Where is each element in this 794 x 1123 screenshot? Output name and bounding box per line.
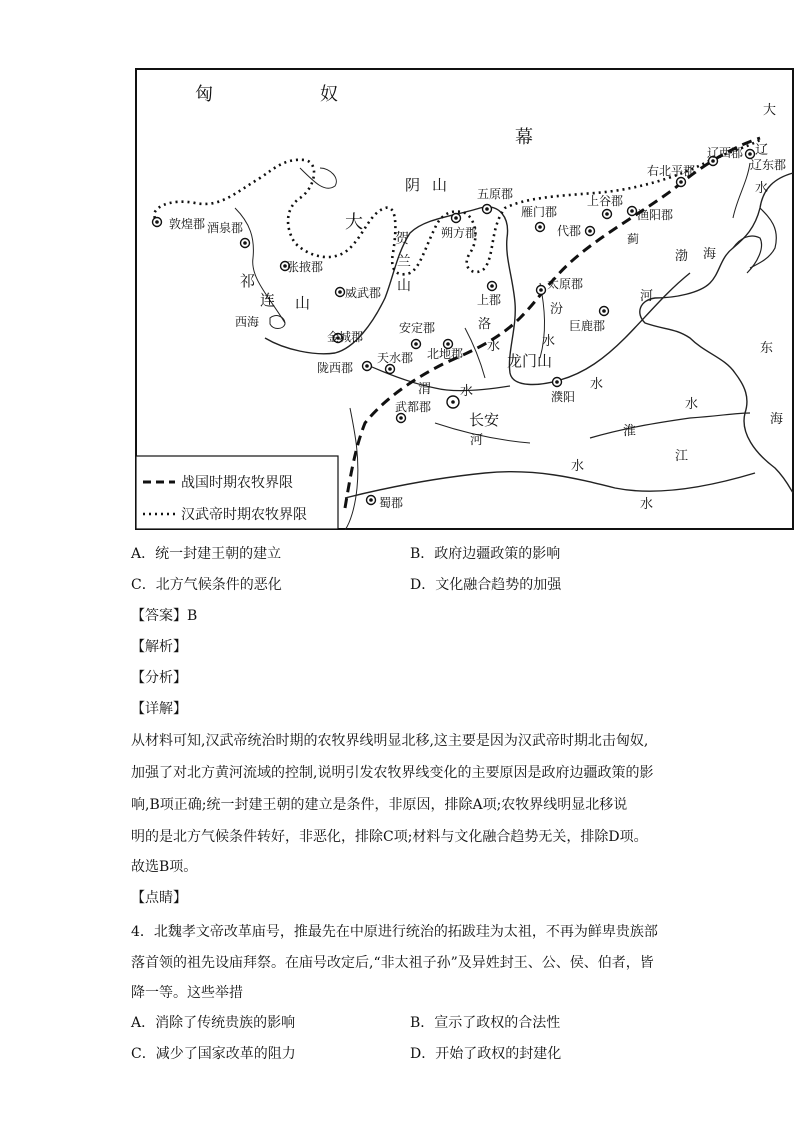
commandery-marker-dot: [605, 212, 609, 216]
label-wei: 渭: [418, 382, 432, 397]
label-da-small: 大: [763, 103, 777, 118]
label-shui-huai: 水: [571, 459, 585, 474]
commandery-label: 陇西郡: [317, 361, 354, 375]
commandery-label: 右北平郡: [647, 164, 696, 178]
commandery-marker-dot: [414, 342, 418, 346]
commandery-label: 五原郡: [477, 187, 514, 201]
q3-option-b[interactable]: B．政府边疆政策的影响: [410, 546, 561, 562]
label-da: 大: [345, 212, 363, 233]
commandery-label: 太原郡: [547, 277, 584, 291]
q4-option-d[interactable]: D．开始了政权的封建化: [410, 1046, 562, 1062]
commandery-label: 金城郡: [327, 330, 364, 344]
commandery-label: 威武郡: [345, 286, 382, 300]
q3-option-c[interactable]: C．北方气候条件的恶化: [131, 577, 282, 593]
commandery-marker-dot: [485, 207, 489, 211]
commandery-marker-dot: [243, 241, 247, 245]
label-donghai-1: 东: [760, 341, 774, 356]
commandery-marker-dot: [588, 229, 592, 233]
label-xiongnu-2: 奴: [320, 84, 338, 105]
commandery-label: 天水郡: [377, 351, 414, 365]
commandery-marker-dot: [490, 284, 494, 288]
historical-map: [135, 68, 794, 530]
label-donghai-2: 海: [770, 412, 784, 427]
label-shui-fen: 水: [542, 334, 556, 349]
label-xihai: 西海: [235, 315, 260, 329]
q3-option-d[interactable]: D．文化融合趋势的加强: [410, 577, 562, 593]
label-qilian-3: 山: [295, 294, 311, 312]
label-bohai-2: 海: [703, 247, 717, 262]
commandery-label: 敦煌郡: [169, 217, 206, 231]
label-xiongnu-1: 匈: [195, 84, 213, 105]
commandery-marker-dot: [679, 180, 683, 184]
commandery-marker-dot: [446, 342, 450, 346]
q3-detail-line: 加强了对北方黄河流域的控制,说明引发农牧界线变化的主要原因是政府边疆政策的影: [131, 765, 654, 781]
commandery-label: 张掖郡: [287, 260, 324, 274]
commandery-label: 武都郡: [395, 400, 432, 414]
commandery-label: 蜀郡: [379, 496, 404, 510]
commandery-marker-dot: [365, 364, 369, 368]
commandery-marker-dot: [539, 288, 543, 292]
label-luo: 洛: [478, 317, 492, 332]
q4-stem-line: 降一等。这些举措: [131, 985, 243, 1001]
q4-stem-line: 落首领的祖先设庙拜祭。在庙号改定后,“非太祖子孙”及异姓封王、公、侯、伯者，皆: [131, 955, 654, 971]
commandery-label: 安定郡: [399, 321, 436, 335]
label-shui-liao: 水: [755, 181, 769, 196]
commandery-marker-dot: [338, 290, 342, 294]
label-qilian-1: 祁: [240, 272, 256, 290]
q3-answer: 【答案】B: [131, 608, 198, 624]
commandery-marker-dot: [388, 367, 392, 371]
q4-stem-line: 4．北魏孝文帝改革庙号，推最先在中原进行统治的拓跋珪为太祖，不再为鲜卑贵族部: [131, 924, 658, 940]
legend-han-wudi: 汉武帝时期农牧界限: [181, 507, 307, 523]
commandery-marker-dot: [369, 498, 373, 502]
label-yinshan-2: 山: [432, 176, 448, 194]
commandery-label: 代郡: [557, 224, 582, 238]
label-fen: 汾: [550, 302, 564, 317]
q3-fenxi-heading: 【分析】: [131, 670, 187, 686]
q3-detail-line: 从材料可知,汉武帝统治时期的农牧界线明显北移,这主要是因为汉武帝时期北击匈奴,: [131, 733, 649, 749]
q4-option-b[interactable]: B．宣示了政权的合法性: [410, 1015, 561, 1031]
label-bohai-1: 渤: [675, 249, 689, 264]
label-liao: 辽: [755, 143, 769, 158]
commandery-label: 北地郡: [427, 347, 464, 361]
q3-detail-line: 故选B项。: [131, 859, 198, 875]
label-shui-2: 水: [685, 397, 699, 412]
q3-detail-line: 明的是北方气候条件转好，非恶化，排除C项;材料与文化融合趋势无关，排除D项。: [131, 829, 648, 845]
label-helan-2: 兰: [397, 254, 411, 270]
q3-detail-line: 响,B项正确;统一封建王朝的建立是条件，非原因，排除A项;农牧界线明显北移说: [131, 797, 628, 813]
label-huai: 淮: [623, 424, 637, 439]
legend-warring-states: 战国时期农牧界限: [181, 475, 293, 491]
label-qilian-2: 连: [260, 291, 276, 309]
commandery-marker-dot: [451, 400, 455, 404]
q4-option-c[interactable]: C．减少了国家改革的阻力: [131, 1046, 296, 1062]
label-mu: 幕: [515, 127, 533, 148]
commandery-label: 辽西郡: [707, 146, 744, 160]
commandery-label: 长安: [469, 411, 500, 429]
q3-detail-heading: 【详解】: [131, 701, 187, 717]
label-ji: 蓟: [627, 232, 640, 246]
label-shui-luo: 水: [487, 339, 501, 354]
commandery-label: 上郡: [477, 293, 502, 307]
commandery-label: 酒泉郡: [207, 221, 244, 235]
commandery-label: 朔方郡: [441, 226, 478, 240]
commandery-label: 巨鹿郡: [569, 319, 606, 333]
commandery-label: 上谷郡: [587, 194, 624, 208]
label-jiang: 江: [675, 449, 689, 464]
commandery-marker-dot: [538, 225, 542, 229]
label-he-south: 河: [470, 433, 484, 448]
commandery-marker-dot: [748, 152, 752, 156]
commandery-marker-dot: [454, 216, 458, 220]
commandery-marker-dot: [155, 220, 159, 224]
label-shui-1: 水: [590, 377, 604, 392]
commandery-label: 辽东郡: [750, 158, 787, 172]
label-helan-3: 山: [397, 278, 411, 294]
q3-dianjing-heading: 【点睛】: [131, 890, 187, 906]
label-he-vertical: 河: [640, 289, 654, 304]
commandery-label: 雁门郡: [521, 205, 558, 219]
map-legend: [136, 456, 338, 529]
commandery-marker-dot: [602, 309, 606, 313]
label-shui-jiang: 水: [640, 497, 654, 512]
label-longmenshan: 龙门山: [507, 352, 553, 370]
q3-analysis-heading: 【解析】: [131, 639, 187, 655]
commandery-marker-dot: [630, 209, 634, 213]
commandery-label: 濮阳: [551, 390, 576, 404]
label-shui-wei: 水: [460, 384, 474, 399]
commandery-marker-dot: [555, 380, 559, 384]
q3-option-a[interactable]: A．统一封建王朝的建立: [131, 546, 282, 562]
label-yinshan-1: 阴: [405, 176, 421, 194]
commandery-marker-dot: [399, 416, 403, 420]
label-helan-1: 贺: [395, 231, 409, 247]
q4-option-a[interactable]: A．消除了传统贵族的影响: [131, 1015, 296, 1031]
commandery-label: 渔阳郡: [637, 208, 674, 222]
